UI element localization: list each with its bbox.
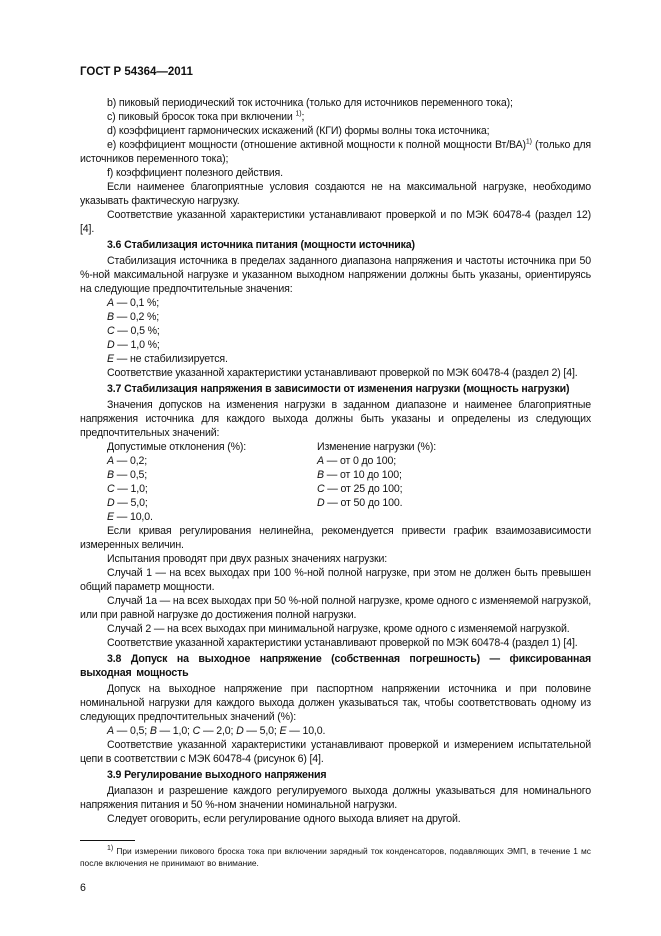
value-item (107, 510, 317, 524)
section-heading-3-7: 3.7 Стабилизация напряжения в зависимости от изменения нагрузки (мощность нагрузки) (107, 383, 570, 395)
value-key: E (107, 353, 114, 365)
value-text: — не стабилизируется. (113, 353, 228, 365)
paragraph: Если наименее благоприятные условия создаются не на максимальной нагрузке, необходимо указывать фактическую нагрузку. (80, 181, 591, 207)
value-item (107, 468, 317, 482)
value-item (107, 310, 591, 324)
value-key: D (236, 725, 244, 737)
col1-title: Допустимые отклонения (%): (107, 441, 247, 453)
value-text: — 0,2; (113, 455, 148, 467)
paragraph: Испытания проводят при двух разных значениях нагрузки: (107, 553, 388, 565)
section-heading-3-6: 3.6 Стабилизация источника питания (мощности источника) (107, 239, 415, 251)
values-list-3-6 (80, 296, 591, 366)
paragraph: Значения допусков на изменения нагрузки в заданном диапазоне и наименее благоприятные напряжения источника для каждого выхода должны быть указаны и определены из следующих предпочтительных значений: (80, 399, 591, 439)
paragraph: Если кривая регулирования нелинейна, рекомендуется привести график взаимозависимости измеренных величин. (80, 525, 591, 551)
value-text: — 2,0; (200, 725, 237, 737)
paragraph: Случай 2 — на всех выходах при минимальной нагрузке, кроме одного с изменяемой нагрузкой. (107, 623, 570, 635)
value-key: E (279, 725, 287, 737)
value-key: B (107, 469, 114, 481)
footnote-mark: 1) (107, 845, 114, 853)
footnote-paragraph (80, 845, 591, 869)
value-text: — от 0 до 100; (323, 455, 397, 467)
value-text: — 5,0; (114, 497, 148, 509)
value-item (107, 338, 591, 352)
value-text: — от 25 до 100; (324, 483, 403, 495)
value-key: C (107, 483, 115, 495)
value-text: — 0,1 %; (113, 297, 160, 309)
value-text: — 1,0; (156, 725, 193, 737)
paragraph: Соответствие указанной характеристики устанавливают проверкой по МЭК 60478-4 (раздел 2) [4]. (107, 367, 578, 379)
paragraph: Случай 1 — на всех выходах при 100 %-ной полной нагрузке, при этом не должен быть превышен общий параметр мощности. (80, 567, 591, 593)
value-item (317, 482, 591, 496)
footnote-ref[interactable]: 1) (295, 110, 302, 118)
value-text: — 1,0 %; (114, 339, 160, 351)
paragraph: Стабилизация источника в пределах заданного диапазона напряжения и частоты источника при 50 %-ной максимальной нагрузке и указанном выходном напряжении должны быть указаны, ориентируясь на следующие предпочтительные значения: (80, 255, 591, 295)
value-item (317, 454, 591, 468)
value-text: — 0,5; (113, 469, 148, 481)
paragraph: Следует оговорить, если регулирование одного выхода влияет на другой. (107, 813, 461, 825)
value-text: — 1,0; (114, 483, 148, 495)
paragraph: Соответствие указанной характеристики устанавливают проверкой и измерением испытательной цепи в соответствии с МЭК 60478-4 (рисунок 6) [4]. (80, 739, 591, 765)
value-text: — 0,5 %; (114, 325, 160, 337)
paragraph: Случай 1а — на всех выходах при 50 %-ной полной нагрузке, кроме одного с изменяемой нагрузкой, или при равной нагрузке до достижения полной нагрузки. (80, 595, 591, 621)
section-heading-3-8: 3.8 Допуск на выходное напряжение (собственная погрешность) — фиксированная выходная мощность (80, 653, 591, 679)
value-text: — 10,0. (113, 511, 153, 523)
value-item (107, 296, 591, 310)
value-key: B (317, 469, 324, 481)
value-key: A (107, 455, 114, 467)
list-item-text: e) коэффициент мощности (отношение активной мощности к полной мощности Вт/ВА) (107, 139, 526, 151)
value-key: D (317, 497, 325, 509)
footnote (80, 845, 591, 869)
paragraph: Диапазон и разрешение каждого регулируемого выхода должны указываться для номинального напряжения питания и 50 %-ном значении номинальной нагрузки. (80, 785, 591, 811)
paragraph: Соответствие указанной характеристики устанавливают проверкой и по МЭК 60478-4 (раздел 12) [4]. (80, 209, 591, 235)
list-item-text: (только для источников переменного тока); (80, 139, 591, 165)
list-item-e (80, 138, 591, 166)
paragraph: Допуск на выходное напряжение при паспортном напряжении источника и при половине номинальной нагрузки для каждого выхода должен указываться так, чтобы соответствовать одному из следующих предпочтительных значений (%): (80, 683, 591, 723)
col2-title: Изменение нагрузки (%): (317, 441, 436, 453)
list-item-text: c) пиковый бросок тока при включении (107, 111, 293, 123)
value-text: — 10,0. (286, 725, 326, 737)
document-header: ГОСТ Р 54364—2011 (80, 66, 193, 78)
value-key: E (107, 511, 114, 523)
footnote-ref[interactable]: 1) (525, 138, 532, 146)
value-key: C (107, 325, 115, 337)
value-key: A (107, 297, 114, 309)
value-key: D (107, 339, 115, 351)
value-key: C (192, 725, 201, 737)
value-item (107, 496, 317, 510)
value-key: B (149, 725, 157, 737)
value-item (107, 324, 591, 338)
empty-cell (317, 510, 591, 524)
list-item-f: f) коэффициент полезного действия. (107, 167, 283, 179)
value-text: — 0,2 %; (113, 311, 160, 323)
value-key: C (317, 483, 325, 495)
paragraph: Соответствие указанной характеристики устанавливают проверкой по МЭК 60478-4 (раздел 1) [4]. (107, 637, 578, 649)
values-inline-3-8 (80, 724, 591, 738)
value-text: — от 10 до 100; (323, 469, 402, 481)
value-text: — от 50 до 100. (324, 497, 403, 509)
footnote-text: При измерении пикового броска тока при включении зарядный ток конденсаторов, подавляющих ЭМП, в течение 1 мс после включения не принимают во внимание. (80, 846, 591, 868)
value-item (317, 496, 591, 510)
value-key: A (107, 725, 114, 737)
list-item-b: b) пиковый периодический ток источника (только для источников переменного тока); (107, 97, 513, 109)
value-item (107, 352, 591, 366)
document-body (80, 96, 591, 826)
value-key: D (107, 497, 115, 509)
list-item-c: c) пиковый бросок тока при включении $^{1)}$; (107, 110, 305, 123)
value-text: — 0,5; (113, 725, 150, 737)
value-item (107, 482, 317, 496)
footnote-separator (80, 840, 135, 841)
value-key: B (107, 311, 114, 323)
value-item (107, 454, 317, 468)
value-text: — 5,0; (243, 725, 280, 737)
section-heading-3-9: 3.9 Регулирование выходного напряжения (107, 769, 327, 781)
page-number: 6 (80, 882, 86, 894)
two-column-values (80, 440, 591, 524)
value-item (317, 468, 591, 482)
list-item-d: d) коэффициент гармонических искажений (КГИ) формы волны тока источника; (107, 125, 490, 137)
value-key: A (317, 455, 324, 467)
